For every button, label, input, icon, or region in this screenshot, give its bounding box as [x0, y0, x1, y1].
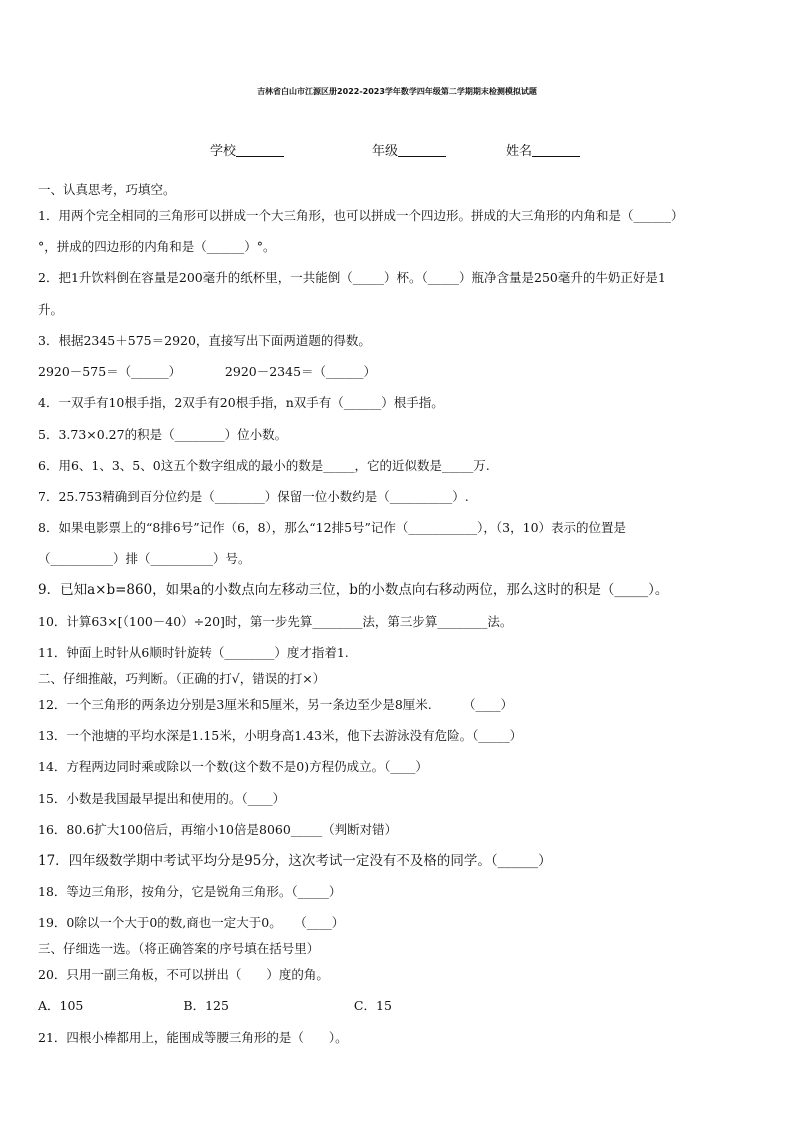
- question-20: 20．只用一副三角板，不可以拼出（ ）度的角。: [38, 967, 329, 982]
- question-11: 11．钟面上时针从6顺时针旋转（________）度才指着1.: [38, 645, 349, 660]
- section-3-heading: 三、仔细选一选。（将正确答案的序号填在括号里）: [38, 941, 320, 956]
- name-label: 姓名: [506, 144, 533, 159]
- question-19: 19．0除以一个大于0的数,商也一定大于0。 （____）: [38, 915, 345, 930]
- section-2-heading: 二、仔细推敲，巧判断。（正确的打√，错误的打×）: [38, 671, 326, 686]
- question-21: 21．四根小棒都用上，能围成等腰三角形的是（ ）。: [38, 1030, 348, 1045]
- page-title: 吉林省白山市江源区册2022-2023学年数学四年级第二学期期末检测模拟试题: [257, 87, 537, 96]
- question-3-items: 2920－575＝（______） 2920－2345＝（______）: [38, 364, 377, 379]
- question-10: 10．计算63×[（100－40）÷20]时，第一步先算________法，第三步算________法。: [38, 614, 513, 629]
- question-2-line-2: 升。: [38, 302, 64, 317]
- grade-blank: [398, 142, 446, 157]
- question-8-line-1: 8．如果电影票上的“8排6号”记作（6，8），那么“12排5号”记作（___________），（3，10）表示的位置是: [38, 520, 627, 535]
- question-7: 7．25.753精确到百分位约是（________）保留一位小数约是（__________）.: [38, 489, 469, 504]
- question-4: 4．一双手有10根手指，2双手有20根手指，n双手有（______）根手指。: [38, 395, 444, 410]
- question-5: 5．3.73×0.27的积是（________）位小数。: [38, 427, 288, 442]
- question-3: 3．根据2345＋575＝2920，直接写出下面两道题的得数。: [38, 333, 371, 348]
- question-2-line-1: 2．把1升饮料倒在容量是200毫升的纸杯里，一共能倒（_____）杯。（_____）瓶净含量是250毫升的牛奶正好是1: [38, 270, 666, 285]
- school-label: 学校: [210, 144, 237, 159]
- question-8-line-2: （__________）排（__________）号。: [38, 551, 251, 566]
- question-20-options: A．105 B．125 C．15: [38, 998, 392, 1013]
- question-16: 16．80.6扩大100倍后，再缩小10倍是8060_____（判断对错）: [38, 822, 398, 837]
- section-1-heading: 一、认真思考，巧填空。: [38, 182, 176, 197]
- question-1-line-2: °，拼成的四边形的内角和是（______）°。: [38, 239, 276, 254]
- question-12: 12．一个三角形的两条边分别是3厘米和5厘米，另一条边至少是8厘米. （____）: [38, 697, 513, 712]
- school-field: [210, 140, 284, 159]
- question-17: 17．四年级数学期中考试平均分是95分，这次考试一定没有不及格的同学。（______）: [38, 853, 552, 869]
- question-18: 18．等边三角形，按角分，它是锐角三角形。（_____）: [38, 884, 342, 899]
- name-blank: [532, 142, 580, 157]
- question-6: 6．用6、1、3、5、0这五个数字组成的最小的数是_____，它的近似数是_____万.: [38, 458, 490, 473]
- school-blank: [236, 142, 284, 157]
- grade-field: [372, 140, 446, 159]
- question-14: 14．方程两边同时乘或除以一个数(这个数不是0)方程仍成立。（____）: [38, 759, 428, 774]
- grade-label: 年级: [372, 144, 399, 159]
- question-9: 9．已知a×b=860，如果a的小数点向左移动三位，b的小数点向右移动两位，那么这时的积是（_____）。: [38, 582, 669, 598]
- name-field: [506, 140, 580, 159]
- question-13: 13．一个池塘的平均水深是1.15米，小明身高1.43米，他下去游泳没有危险。（_____）: [38, 728, 523, 743]
- question-1-line-1: 1．用两个完全相同的三角形可以拼成一个大三角形，也可以拼成一个四边形。拼成的大三角形的内角和是（______）: [38, 208, 684, 223]
- question-15: 15．小数是我国最早提出和使用的。（____）: [38, 791, 286, 806]
